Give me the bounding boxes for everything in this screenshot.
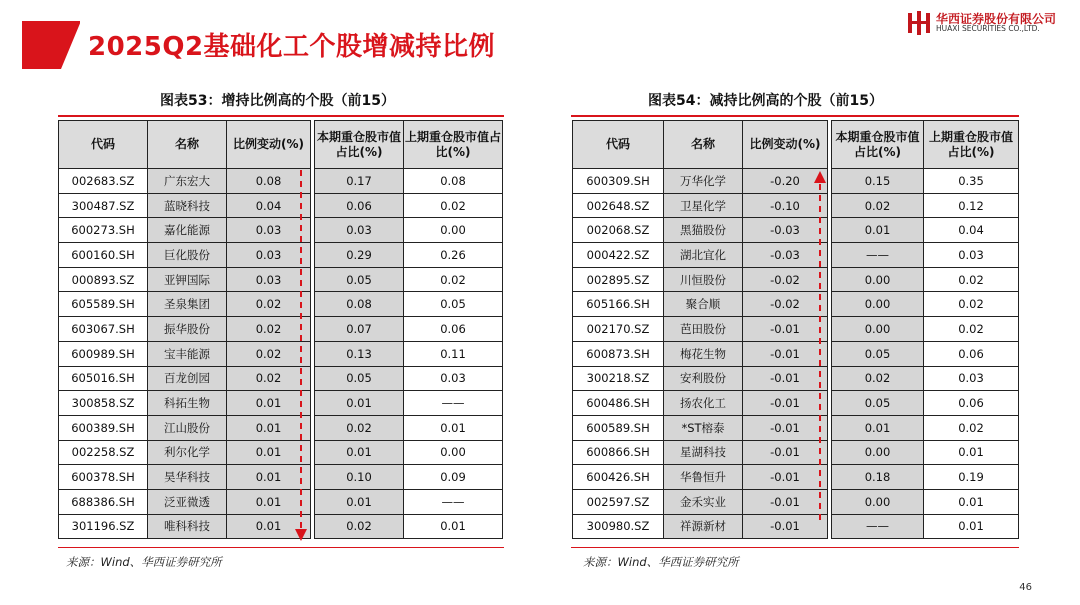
table-row — [573, 341, 1019, 366]
cell-code: 002683.SZ — [59, 169, 148, 194]
cell-code: 603067.SH — [59, 317, 148, 342]
cell-current-share: 0.05 — [832, 391, 924, 416]
cell-previous-share: 0.35 — [924, 169, 1019, 194]
cell-change: 0.01 — [227, 489, 311, 514]
cell-name: *ST榕泰 — [664, 415, 743, 440]
cell-current-share: 0.03 — [315, 218, 404, 243]
cell-previous-share: 0.02 — [924, 292, 1019, 317]
cell-previous-share: 0.02 — [404, 193, 503, 218]
cell-current-share: 0.00 — [832, 489, 924, 514]
cell-previous-share: 0.03 — [924, 243, 1019, 268]
cell-code: 600160.SH — [59, 243, 148, 268]
cell-name: 黑猫股份 — [664, 218, 743, 243]
cell-code: 600389.SH — [59, 415, 148, 440]
table-row — [59, 514, 503, 539]
cell-current-share: 0.07 — [315, 317, 404, 342]
cell-current-share: 0.05 — [315, 267, 404, 292]
cell-name: 泛亚微透 — [148, 489, 227, 514]
cell-previous-share: 0.26 — [404, 243, 503, 268]
company-logo — [908, 10, 1066, 36]
cell-previous-share: —— — [404, 391, 503, 416]
cell-name: 圣泉集团 — [148, 292, 227, 317]
cell-change: 0.01 — [227, 391, 311, 416]
cell-current-share: 0.18 — [832, 465, 924, 490]
column-header-name: 名称 — [148, 121, 227, 169]
table-row — [59, 243, 503, 268]
cell-code: 600873.SH — [573, 341, 664, 366]
cell-name: 安利股份 — [664, 366, 743, 391]
cell-previous-share: 0.08 — [404, 169, 503, 194]
cell-code: 301196.SZ — [59, 514, 148, 539]
cell-change: -0.01 — [743, 391, 828, 416]
table-row — [59, 169, 503, 194]
column-header-change: 比例变动(%) — [743, 121, 828, 169]
cell-previous-share: 0.12 — [924, 193, 1019, 218]
cell-change: -0.03 — [743, 243, 828, 268]
table-row — [59, 391, 503, 416]
cell-previous-share: 0.06 — [404, 317, 503, 342]
table-row — [59, 440, 503, 465]
cell-previous-share: 0.01 — [924, 489, 1019, 514]
cell-change: -0.01 — [743, 341, 828, 366]
cell-current-share: 0.02 — [832, 366, 924, 391]
cell-name: 卫星化学 — [664, 193, 743, 218]
table-row — [59, 218, 503, 243]
cell-code: 600273.SH — [59, 218, 148, 243]
logo-text-en: HUAXI SECURITIES CO.,LTD. — [936, 24, 1040, 33]
cell-previous-share: 0.09 — [404, 465, 503, 490]
cell-name: 祥源新材 — [664, 514, 743, 539]
cell-code: 000422.SZ — [573, 243, 664, 268]
cell-code: 002258.SZ — [59, 440, 148, 465]
cell-name: 湖北宜化 — [664, 243, 743, 268]
cell-current-share: 0.00 — [832, 317, 924, 342]
cell-previous-share: 0.02 — [924, 415, 1019, 440]
table-row — [573, 267, 1019, 292]
table-row — [573, 366, 1019, 391]
cell-code: 000893.SZ — [59, 267, 148, 292]
cell-previous-share: 0.00 — [404, 218, 503, 243]
table-row — [573, 465, 1019, 490]
cell-change: 0.02 — [227, 366, 311, 391]
cell-previous-share: 0.01 — [404, 415, 503, 440]
cell-previous-share: 0.02 — [924, 317, 1019, 342]
cell-code: 002648.SZ — [573, 193, 664, 218]
cell-current-share: 0.05 — [315, 366, 404, 391]
cell-current-share: 0.15 — [832, 169, 924, 194]
cell-current-share: 0.01 — [315, 440, 404, 465]
cell-current-share: 0.02 — [832, 193, 924, 218]
table-row — [573, 243, 1019, 268]
cell-current-share: 0.00 — [832, 292, 924, 317]
cell-current-share: 0.00 — [832, 267, 924, 292]
cell-previous-share: 0.06 — [924, 391, 1019, 416]
page-title: 2025Q2基础化工个股增减持比例 — [88, 32, 496, 62]
cell-change: -0.01 — [743, 415, 828, 440]
cell-current-share: —— — [832, 514, 924, 539]
cell-change: -0.20 — [743, 169, 828, 194]
increase-holdings-table — [58, 120, 503, 539]
cell-change: -0.01 — [743, 317, 828, 342]
table-row — [573, 415, 1019, 440]
cell-name: 唯科科技 — [148, 514, 227, 539]
cell-code: 300218.SZ — [573, 366, 664, 391]
cell-code: 600378.SH — [59, 465, 148, 490]
table-row — [59, 193, 503, 218]
cell-change: 0.02 — [227, 317, 311, 342]
cell-current-share: 0.17 — [315, 169, 404, 194]
table-row — [59, 292, 503, 317]
cell-previous-share: —— — [404, 489, 503, 514]
cell-change: -0.03 — [743, 218, 828, 243]
cell-current-share: 0.02 — [315, 415, 404, 440]
cell-current-share: 0.06 — [315, 193, 404, 218]
cell-code: 600866.SH — [573, 440, 664, 465]
cell-change: 0.02 — [227, 341, 311, 366]
table-row — [59, 415, 503, 440]
logo-text-cn: 华西证券股份有限公司 — [936, 12, 1057, 26]
cell-previous-share: 0.02 — [924, 267, 1019, 292]
cell-current-share: 0.13 — [315, 341, 404, 366]
cell-change: -0.01 — [743, 465, 828, 490]
cell-current-share: 0.10 — [315, 465, 404, 490]
cell-change: -0.01 — [743, 489, 828, 514]
cell-previous-share: 0.03 — [924, 366, 1019, 391]
column-header-change: 比例变动(%) — [227, 121, 311, 169]
cell-current-share: 0.00 — [832, 440, 924, 465]
cell-code: 605166.SH — [573, 292, 664, 317]
huaxi-logo-icon — [908, 11, 930, 35]
column-header-previous-share: 上期重仓股市值占比(%) — [924, 121, 1019, 169]
cell-code: 600486.SH — [573, 391, 664, 416]
cell-name: 梅花生物 — [664, 341, 743, 366]
cell-current-share: 0.02 — [315, 514, 404, 539]
cell-previous-share: 0.06 — [924, 341, 1019, 366]
cell-previous-share: 0.02 — [404, 267, 503, 292]
table-row — [573, 218, 1019, 243]
table-header-row — [573, 121, 1019, 169]
table-row — [59, 366, 503, 391]
left-figure-title: 图表53：增持比例高的个股（前15） — [160, 93, 395, 109]
page-number: 46 — [1019, 582, 1032, 593]
column-header-name: 名称 — [664, 121, 743, 169]
cell-name: 华鲁恒升 — [664, 465, 743, 490]
cell-name: 利尔化学 — [148, 440, 227, 465]
cell-name: 川恒股份 — [664, 267, 743, 292]
cell-change: -0.02 — [743, 267, 828, 292]
table-row — [59, 465, 503, 490]
cell-name: 江山股份 — [148, 415, 227, 440]
cell-change: 0.01 — [227, 415, 311, 440]
cell-current-share: 0.01 — [315, 391, 404, 416]
right-bottom-rule — [571, 547, 1019, 548]
cell-code: 605589.SH — [59, 292, 148, 317]
cell-name: 振华股份 — [148, 317, 227, 342]
cell-change: -0.10 — [743, 193, 828, 218]
table-row — [59, 341, 503, 366]
cell-name: 宝丰能源 — [148, 341, 227, 366]
cell-code: 002895.SZ — [573, 267, 664, 292]
column-header-current-share: 本期重仓股市值占比(%) — [832, 121, 924, 169]
cell-code: 688386.SH — [59, 489, 148, 514]
cell-name: 昊华科技 — [148, 465, 227, 490]
cell-code: 600989.SH — [59, 341, 148, 366]
cell-current-share: —— — [832, 243, 924, 268]
cell-name: 百龙创园 — [148, 366, 227, 391]
column-header-code: 代码 — [573, 121, 664, 169]
cell-name: 金禾实业 — [664, 489, 743, 514]
cell-code: 300858.SZ — [59, 391, 148, 416]
cell-name: 万华化学 — [664, 169, 743, 194]
cell-code: 600426.SH — [573, 465, 664, 490]
cell-change: 0.02 — [227, 292, 311, 317]
cell-previous-share: 0.05 — [404, 292, 503, 317]
cell-change: 0.03 — [227, 243, 311, 268]
cell-change: -0.01 — [743, 366, 828, 391]
table-row — [573, 193, 1019, 218]
cell-code: 300487.SZ — [59, 193, 148, 218]
column-header-previous-share: 上期重仓股市值占比(%) — [404, 121, 503, 169]
table-row — [59, 489, 503, 514]
cell-change: 0.03 — [227, 218, 311, 243]
cell-name: 星湖科技 — [664, 440, 743, 465]
cell-name: 蓝晓科技 — [148, 193, 227, 218]
cell-current-share: 0.01 — [832, 218, 924, 243]
cell-change: 0.04 — [227, 193, 311, 218]
table-row — [573, 489, 1019, 514]
cell-name: 芭田股份 — [664, 317, 743, 342]
table-header-row — [59, 121, 503, 169]
cell-change: 0.01 — [227, 465, 311, 490]
column-header-code: 代码 — [59, 121, 148, 169]
cell-name: 亚钾国际 — [148, 267, 227, 292]
right-figure-title: 图表54：减持比例高的个股（前15） — [648, 93, 883, 109]
cell-code: 300980.SZ — [573, 514, 664, 539]
cell-previous-share: 0.00 — [404, 440, 503, 465]
cell-previous-share: 0.19 — [924, 465, 1019, 490]
cell-previous-share: 0.04 — [924, 218, 1019, 243]
cell-code: 600309.SH — [573, 169, 664, 194]
left-bottom-rule — [58, 547, 504, 548]
cell-code: 002597.SZ — [573, 489, 664, 514]
cell-current-share: 0.08 — [315, 292, 404, 317]
left-source-note: 来源：Wind、华西证券研究所 — [66, 555, 222, 569]
cell-name: 聚合顺 — [664, 292, 743, 317]
cell-previous-share: 0.11 — [404, 341, 503, 366]
cell-previous-share: 0.01 — [924, 514, 1019, 539]
right-source-note: 来源：Wind、华西证券研究所 — [583, 555, 739, 569]
cell-name: 巨化股份 — [148, 243, 227, 268]
cell-code: 002068.SZ — [573, 218, 664, 243]
column-header-current-share: 本期重仓股市值占比(%) — [315, 121, 404, 169]
cell-current-share: 0.29 — [315, 243, 404, 268]
table-row — [59, 267, 503, 292]
cell-change: 0.01 — [227, 514, 311, 539]
table-row — [573, 440, 1019, 465]
table-row — [573, 292, 1019, 317]
title-accent-block — [22, 21, 80, 69]
cell-name: 嘉化能源 — [148, 218, 227, 243]
cell-code: 600589.SH — [573, 415, 664, 440]
table-row — [573, 317, 1019, 342]
table-row — [573, 169, 1019, 194]
table-row — [59, 317, 503, 342]
cell-current-share: 0.05 — [832, 341, 924, 366]
cell-change: -0.01 — [743, 440, 828, 465]
cell-change: -0.02 — [743, 292, 828, 317]
cell-name: 广东宏大 — [148, 169, 227, 194]
left-title-rule — [58, 115, 504, 117]
cell-name: 扬农化工 — [664, 391, 743, 416]
cell-change: -0.01 — [743, 514, 828, 539]
cell-change: 0.03 — [227, 267, 311, 292]
cell-change: 0.01 — [227, 440, 311, 465]
cell-previous-share: 0.03 — [404, 366, 503, 391]
cell-code: 002170.SZ — [573, 317, 664, 342]
cell-code: 605016.SH — [59, 366, 148, 391]
cell-current-share: 0.01 — [315, 489, 404, 514]
cell-previous-share: 0.01 — [924, 440, 1019, 465]
decrease-holdings-table — [572, 120, 1019, 539]
table-row — [573, 514, 1019, 539]
right-title-rule — [571, 115, 1019, 117]
cell-name: 科拓生物 — [148, 391, 227, 416]
cell-previous-share: 0.01 — [404, 514, 503, 539]
cell-current-share: 0.01 — [832, 415, 924, 440]
table-row — [573, 391, 1019, 416]
cell-change: 0.08 — [227, 169, 311, 194]
